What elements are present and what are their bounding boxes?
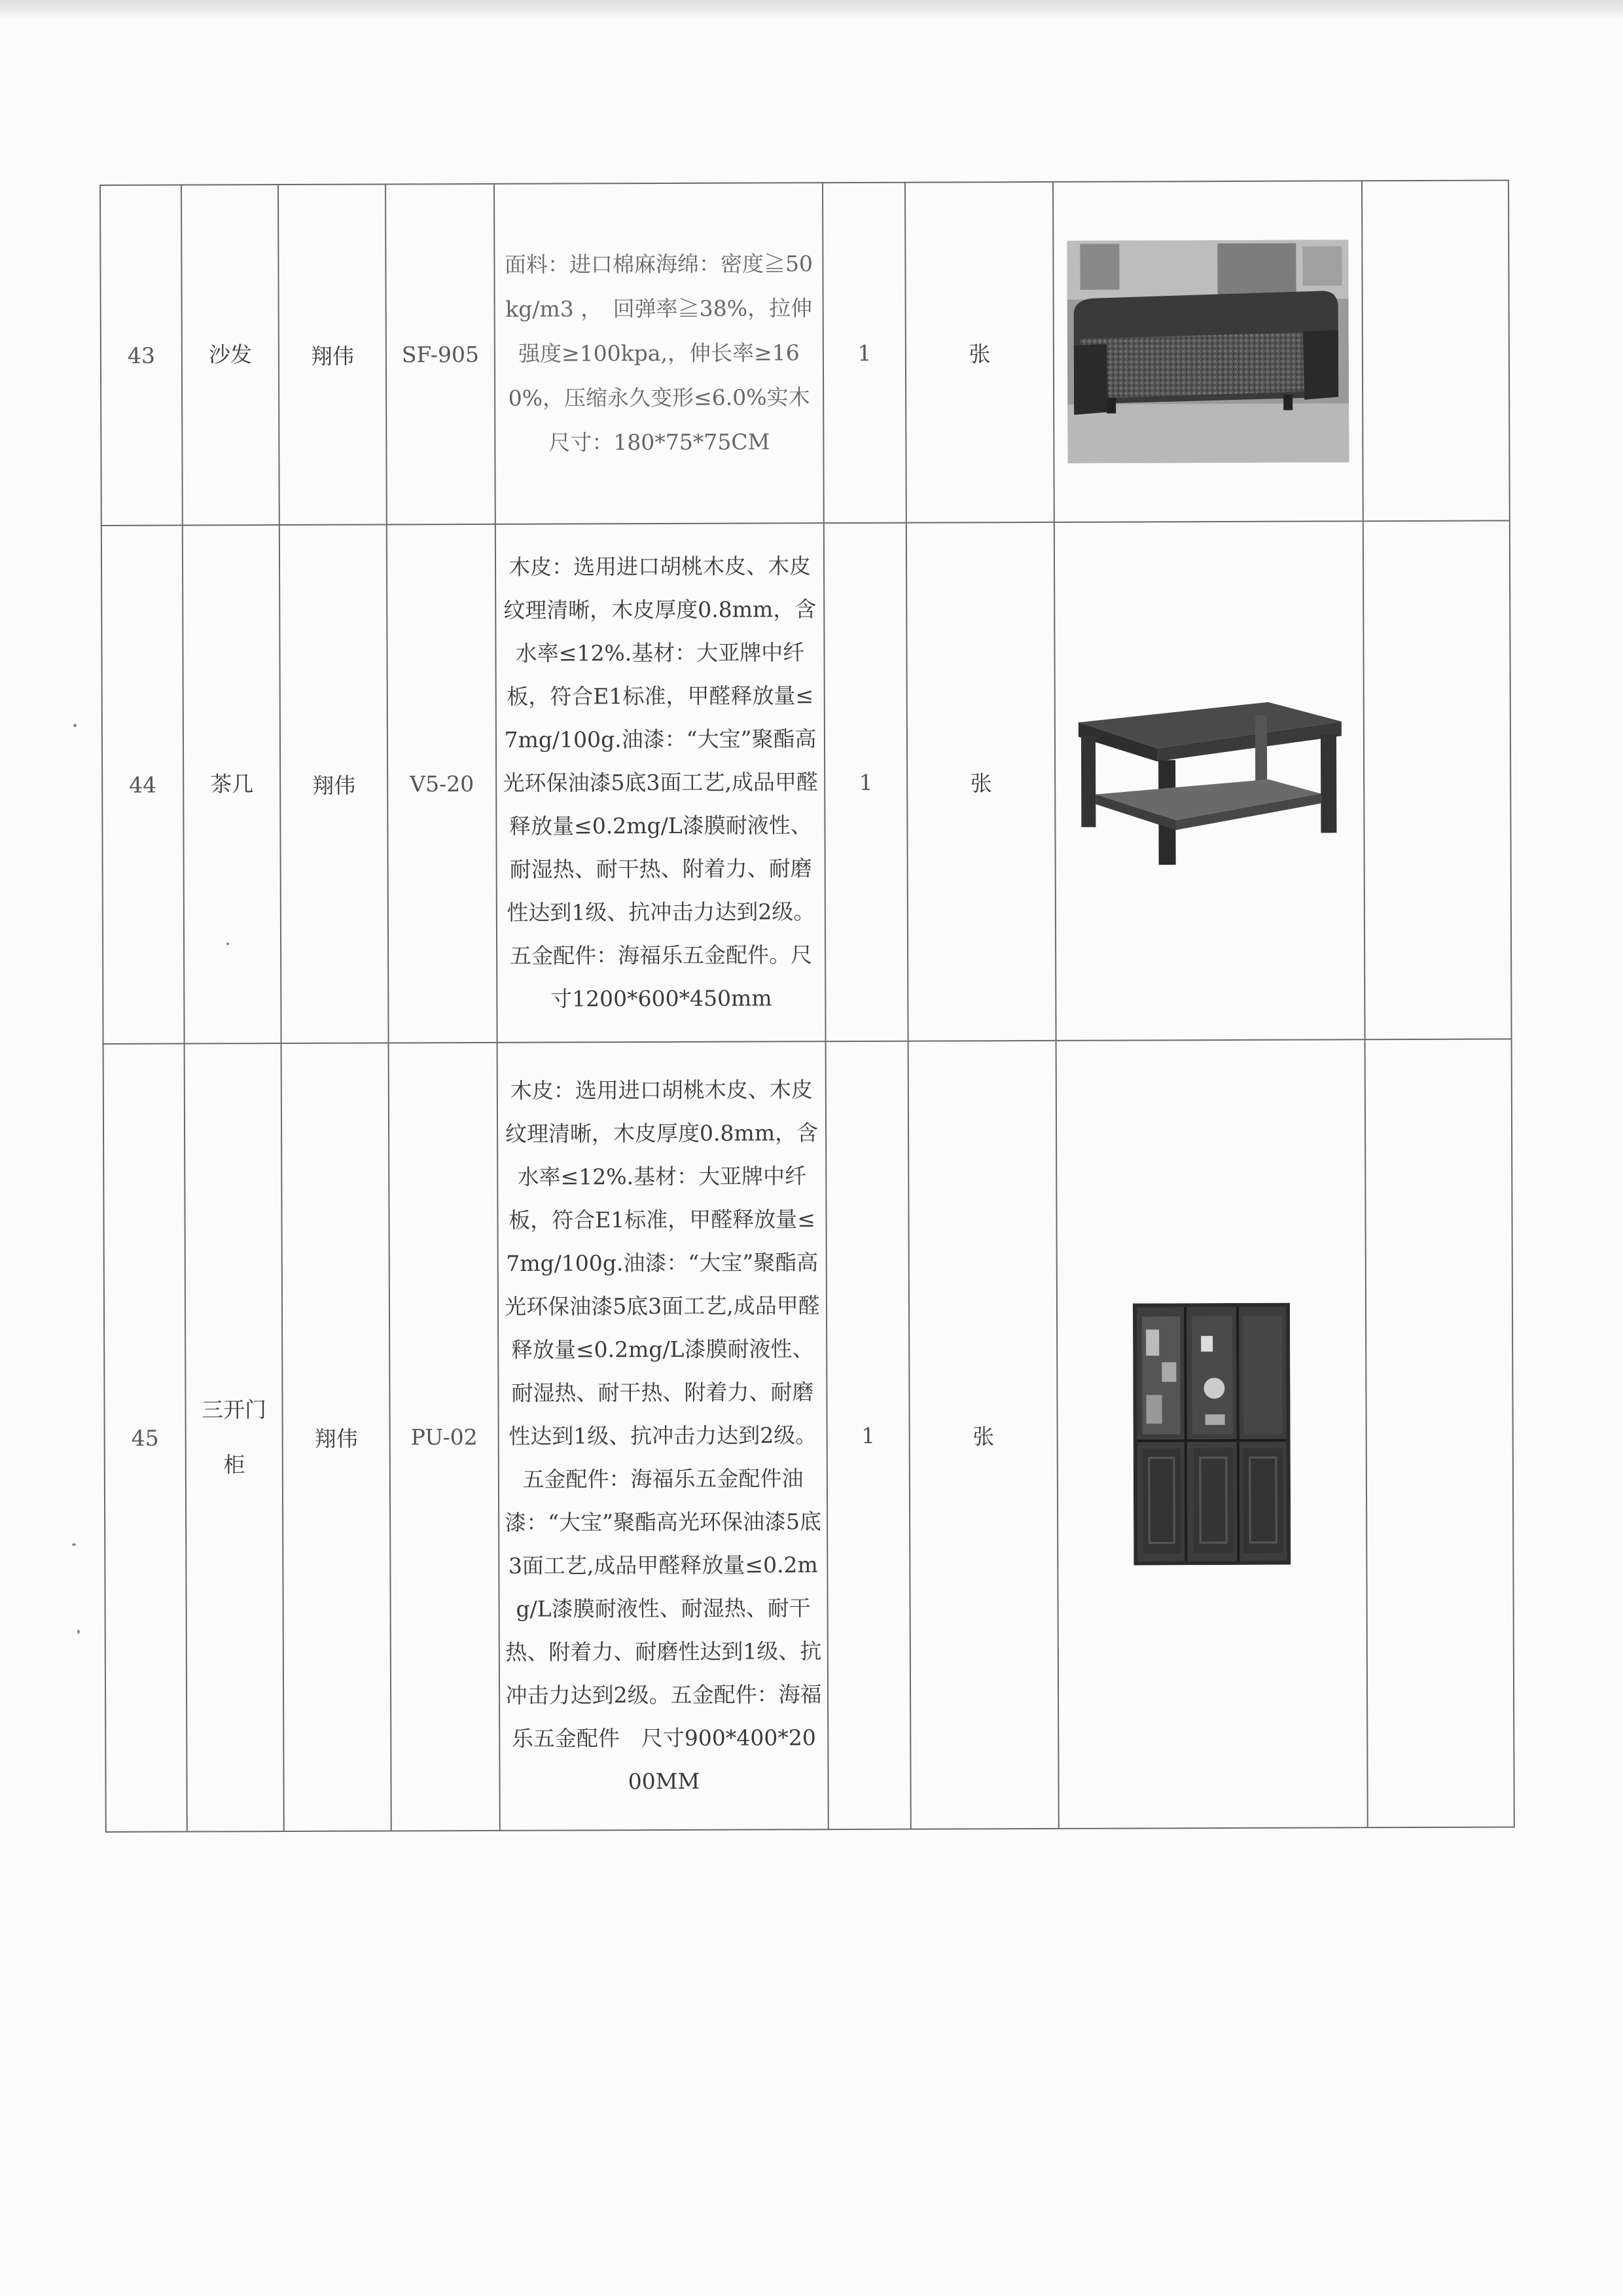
item-number: 45 (103, 1044, 187, 1832)
item-quantity: 1 (826, 1041, 911, 1829)
item-number: 43 (100, 185, 183, 526)
item-brand: 翔伟 (281, 1043, 391, 1831)
item-image-cell (1054, 521, 1365, 1041)
item-name: 三开门柜 (185, 1043, 284, 1832)
item-name: 沙发 (181, 185, 279, 526)
item-specification: 木皮：选用进口胡桃木皮、木皮纹理清晰，木皮厚度0.8mm，含水率≤12%.基材：大亚牌中纤板，符合E1标准，甲醛释放量≤7mg/100g.油漆：“大宝”聚酯高光环保油漆5底3面工艺,成品甲醛释放量≤0.2mg/L漆膜耐液性、耐湿热、耐干热、附着力、耐磨性达到1级、抗冲击力达到2级。五金配件：海福乐五金配件。尺寸1200*600*450mm (495, 523, 826, 1043)
sofa-photo-icon (1067, 240, 1349, 463)
scan-speck (72, 1543, 76, 1546)
furniture-spec-table (99, 179, 1515, 1833)
remarks-cell (1363, 520, 1512, 1039)
table-row (101, 520, 1512, 1044)
coffee-table-photo-icon (1072, 695, 1347, 866)
table-row (100, 180, 1510, 526)
item-unit: 张 (905, 182, 1054, 523)
item-model: V5-20 (387, 524, 497, 1043)
scan-speck (77, 1630, 80, 1634)
scan-speck (226, 942, 229, 945)
item-name: 茶几 (183, 525, 281, 1044)
cabinet-photo-icon (1133, 1303, 1291, 1566)
item-image-cell (1053, 181, 1363, 522)
item-image-cell (1056, 1039, 1368, 1829)
item-specification: 木皮：选用进口胡桃木皮、木皮纹理清晰，木皮厚度0.8mm，含水率≤12%.基材：大亚牌中纤板，符合E1标准，甲醛释放量≤7mg/100g.油漆：“大宝”聚酯高光环保油漆5底3面工艺,成品甲醛释放量≤0.2mg/L漆膜耐液性、耐湿热、耐干热、附着力、耐磨性达到1级、抗冲击力达到2级。五金配件：海福乐五金配件油漆：“大宝”聚酯高光环保油漆5底3面工艺,成品甲醛释放量≤0.2mg/L漆膜耐液性、耐湿热、耐干热、附着力、耐磨性达到1级、抗冲击力达到2级。五金配件：海福乐五金配件 尺寸900*400*2000MM (497, 1041, 829, 1831)
item-brand: 翔伟 (278, 184, 387, 525)
remarks-cell (1365, 1039, 1514, 1827)
item-quantity: 1 (824, 523, 908, 1041)
scan-edge-shadow (0, 0, 1623, 20)
item-brand: 翔伟 (279, 524, 389, 1043)
item-unit: 张 (908, 1041, 1059, 1829)
item-number: 44 (101, 526, 185, 1044)
item-model: PU-02 (389, 1043, 500, 1831)
item-unit: 张 (906, 522, 1056, 1041)
table-row (103, 1039, 1514, 1832)
remarks-cell (1362, 180, 1510, 521)
scan-speck (73, 724, 77, 727)
item-quantity: 1 (823, 183, 906, 523)
item-specification: 面料：进口棉麻海绵：密度≧50kg/m3 ， 回弹率≧38%，拉伸强度≥100kpa,，伸长率≥160%，压缩永久变形≤6.0%实木尺寸：180*75*75CM (494, 183, 824, 524)
item-model: SF-905 (385, 184, 495, 525)
